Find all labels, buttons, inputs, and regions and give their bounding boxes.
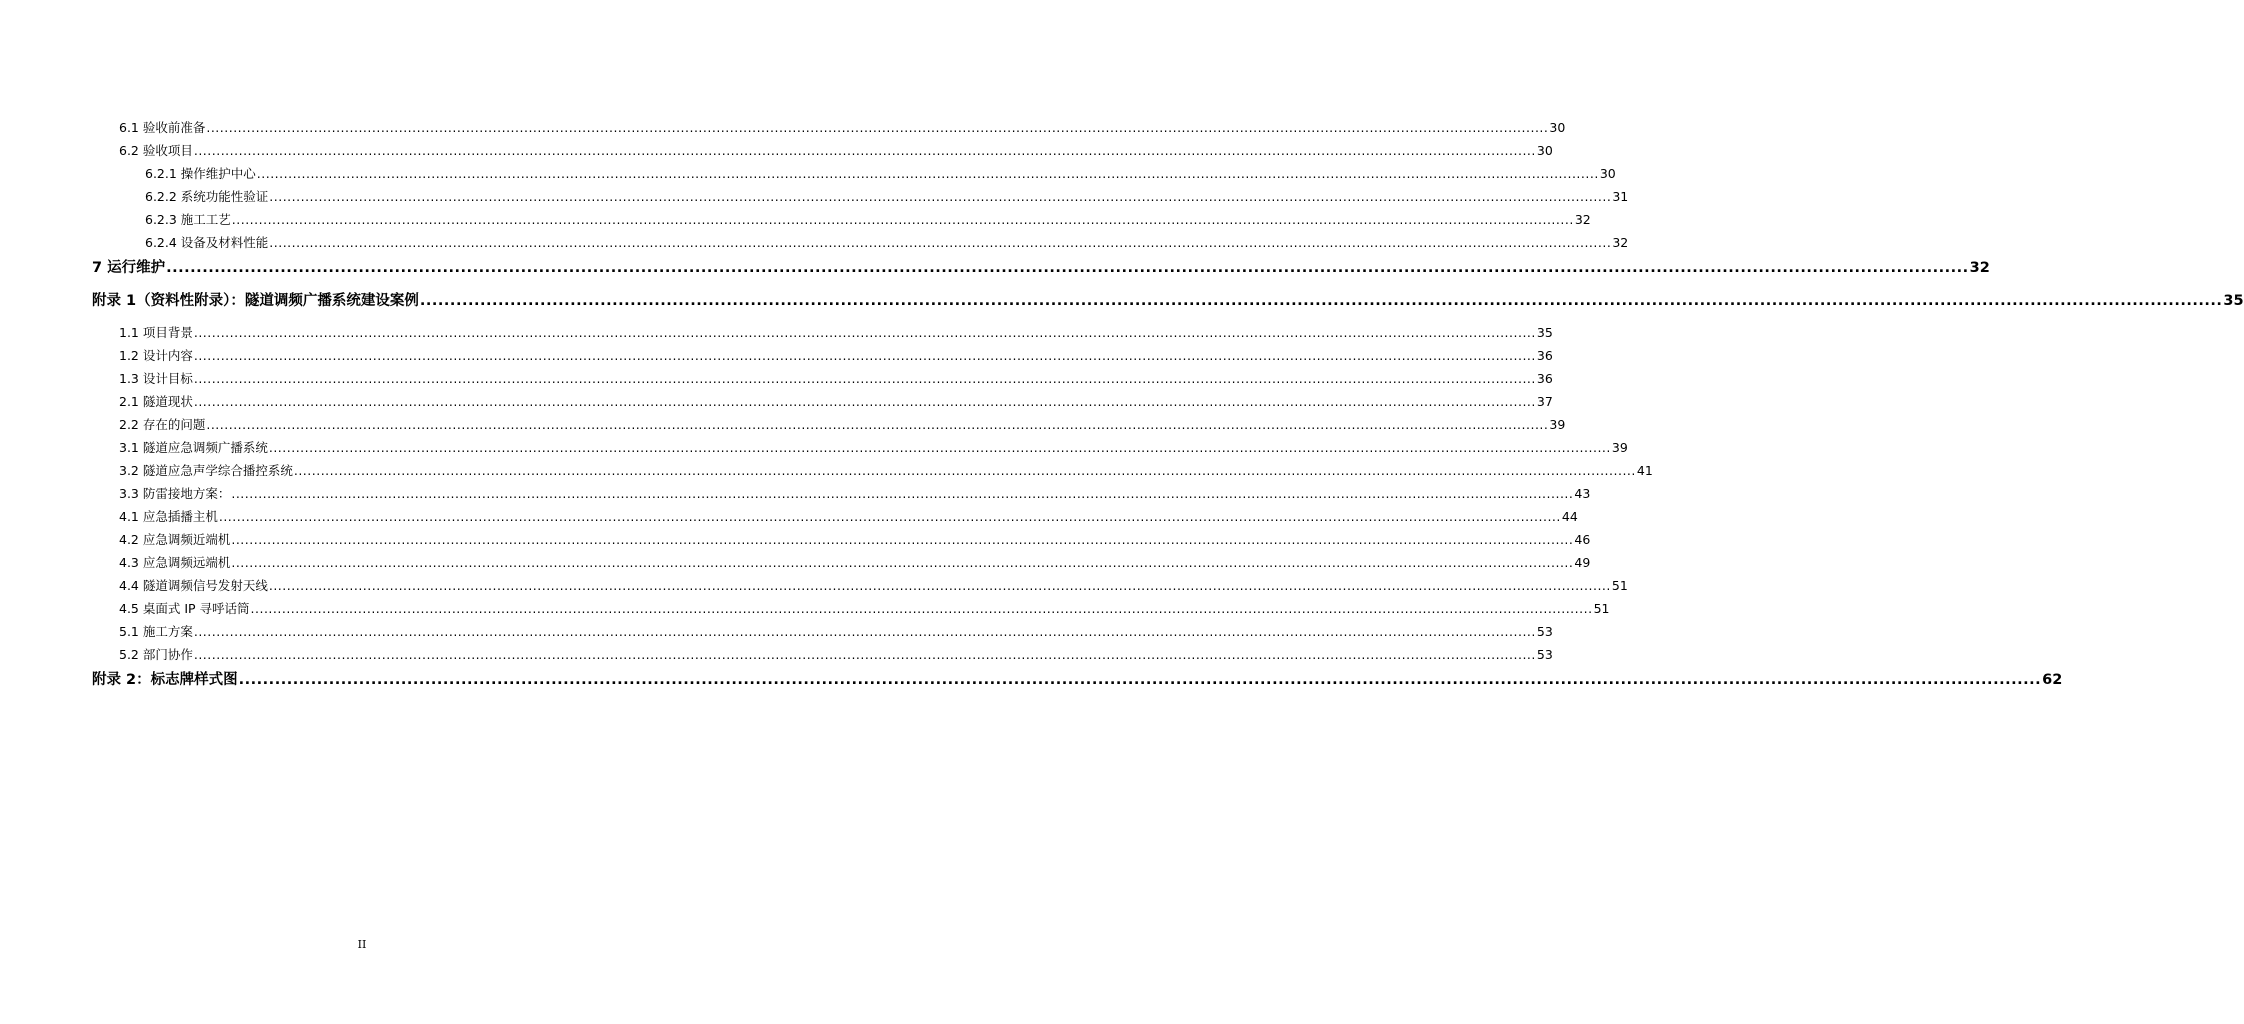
toc-entry-title: 1.2 设计内容 [119, 348, 193, 363]
toc-leader-dots: ............................................................................................................................................................................................................................................................................................................ [293, 463, 1636, 478]
toc-leader-dots: ............................................................................................................................................................................................................................................................................................................ [166, 260, 1969, 276]
toc-leader-dots: ............................................................................................................................................................................................................................................................................................................ [206, 417, 1549, 432]
toc-entry-page: 32 [1574, 212, 1591, 227]
toc-entry-title: 6.2.1 操作维护中心 [145, 166, 256, 181]
toc-entry-page: 30 [1599, 166, 1616, 181]
toc-entry-page: 36 [1536, 371, 1553, 386]
toc-entry-title: 4.5 桌面式 IP 寻呼话筒 [119, 601, 250, 616]
toc-entry-page: 32 [1612, 235, 1629, 250]
toc-leader-dots: ............................................................................................................................................................................................................................................................................................................ [238, 672, 2042, 688]
toc-entry-title: 4.3 应急调频远端机 [119, 555, 231, 570]
toc-entry-page: 53 [1536, 624, 1553, 639]
toc-entry-page: 35 [2223, 293, 2244, 309]
toc-entry[interactable] [119, 530, 1591, 548]
toc-entry-page: 36 [1536, 348, 1553, 363]
toc-entry[interactable] [145, 210, 1591, 228]
toc-entry-page: 53 [1536, 647, 1553, 662]
toc-entry-page: 39 [1611, 440, 1628, 455]
toc-entry[interactable] [119, 484, 1591, 502]
toc-entry-title: 3.2 隧道应急声学综合播控系统 [119, 463, 293, 478]
toc-leader-dots: ............................................................................................................................................................................................................................................................................................................ [231, 212, 1574, 227]
toc-entry[interactable] [119, 369, 1553, 387]
toc-entry-title: 4.1 应急插播主机 [119, 509, 218, 524]
toc-entry[interactable] [119, 576, 1628, 594]
toc-leader-dots: ............................................................................................................................................................................................................................................................................................................ [256, 166, 1599, 181]
toc-entry-page: 32 [1969, 260, 1990, 276]
toc-entry-page: 30 [1549, 120, 1566, 135]
toc-entry-page: 46 [1574, 532, 1591, 547]
toc-leader-dots: ............................................................................................................................................................................................................................................................................................................ [206, 120, 1549, 135]
toc-leader-dots: ............................................................................................................................................................................................................................................................................................................ [268, 440, 1611, 455]
toc-leader-dots: ............................................................................................................................................................................................................................................................................................................ [250, 601, 1593, 616]
toc-entry[interactable] [119, 392, 1553, 410]
toc-leader-dots: ............................................................................................................................................................................................................................................................................................................ [231, 555, 1574, 570]
toc-leader-dots: ............................................................................................................................................................................................................................................................................................................ [231, 532, 1574, 547]
toc-entry[interactable] [119, 461, 1653, 479]
toc-entry[interactable] [119, 415, 1566, 433]
toc-entry-title: 2.1 隧道现状 [119, 394, 193, 409]
toc-entry-title: 5.2 部门协作 [119, 647, 193, 662]
toc-leader-dots: ............................................................................................................................................................................................................................................................................................................ [231, 486, 1574, 501]
toc-entry-title: 附录 1（资料性附录）：隧道调频广播系统建设案例 [92, 293, 419, 309]
toc-leader-dots: ............................................................................................................................................................................................................................................................................................................ [193, 394, 1536, 409]
toc-leader-dots: ............................................................................................................................................................................................................................................................................................................ [269, 235, 1612, 250]
toc-entry-title: 6.2 验收项目 [119, 143, 193, 158]
toc-entry-page: 43 [1574, 486, 1591, 501]
toc-entry-title: 3.1 隧道应急调频广播系统 [119, 440, 268, 455]
toc-entry[interactable] [92, 289, 2244, 310]
toc-leader-dots: ............................................................................................................................................................................................................................................................................................................ [193, 647, 1536, 662]
toc-entry[interactable] [119, 622, 1553, 640]
toc-entry-title: 4.4 隧道调频信号发射天线 [119, 578, 268, 593]
toc-leader-dots: ............................................................................................................................................................................................................................................................................................................ [193, 348, 1536, 363]
toc-entry-page: 51 [1593, 601, 1610, 616]
toc-entry-title: 6.1 验收前准备 [119, 120, 206, 135]
toc-entry-title: 6.2.2 系统功能性验证 [145, 189, 269, 204]
toc-entry[interactable] [92, 256, 1990, 277]
toc-entry[interactable] [119, 599, 1610, 617]
toc-entry-page: 30 [1536, 143, 1553, 158]
toc-entry[interactable] [119, 141, 1553, 159]
toc-leader-dots: ............................................................................................................................................................................................................................................................................................................ [269, 189, 1612, 204]
toc-entry[interactable] [119, 438, 1628, 456]
toc-entry[interactable] [92, 668, 2063, 689]
toc-entry[interactable] [119, 507, 1578, 525]
toc-entry[interactable] [119, 118, 1566, 136]
toc-entry-page: 31 [1612, 189, 1629, 204]
toc-entry-title: 6.2.3 施工工艺 [145, 212, 231, 227]
toc-leader-dots: ............................................................................................................................................................................................................................................................................................................ [193, 371, 1536, 386]
page-number: II [357, 938, 367, 951]
toc-entry-page: 35 [1536, 325, 1553, 340]
toc-entry[interactable] [145, 187, 1629, 205]
toc-entry-title: 7 运行维护 [92, 260, 166, 276]
toc-leader-dots: ............................................................................................................................................................................................................................................................................................................ [193, 143, 1536, 158]
toc-entry[interactable] [119, 645, 1553, 663]
toc-entry[interactable] [145, 164, 1616, 182]
toc-leader-dots: ............................................................................................................................................................................................................................................................................................................ [193, 325, 1536, 340]
toc-entry-page: 37 [1536, 394, 1553, 409]
toc-entry[interactable] [119, 346, 1553, 364]
toc-entry-title: 1.3 设计目标 [119, 371, 193, 386]
toc-entry[interactable] [119, 323, 1553, 341]
toc-entry[interactable] [145, 233, 1629, 251]
toc-entry-page: 62 [2042, 672, 2063, 688]
toc-entry-page: 51 [1611, 578, 1628, 593]
toc-entry-title: 3.3 防雷接地方案： [119, 486, 231, 501]
toc-entry-page: 44 [1561, 509, 1578, 524]
toc-entry-title: 2.2 存在的问题 [119, 417, 206, 432]
toc-leader-dots: ............................................................................................................................................................................................................................................................................................................ [268, 578, 1611, 593]
toc-leader-dots: ............................................................................................................................................................................................................................................................................................................ [218, 509, 1561, 524]
toc-entry-page: 41 [1636, 463, 1653, 478]
toc-entry-title: 4.2 应急调频近端机 [119, 532, 231, 547]
toc-entry-title: 附录 2：标志牌样式图 [92, 672, 238, 688]
toc-entry-title: 5.1 施工方案 [119, 624, 193, 639]
toc-entry-page: 39 [1549, 417, 1566, 432]
toc-leader-dots: ............................................................................................................................................................................................................................................................................................................ [193, 624, 1536, 639]
toc-entry-title: 1.1 项目背景 [119, 325, 193, 340]
toc-leader-dots: ............................................................................................................................................................................................................................................................................................................ [419, 293, 2223, 309]
toc-entry-title: 6.2.4 设备及材料性能 [145, 235, 269, 250]
toc-entry[interactable] [119, 553, 1591, 571]
toc-entry-page: 49 [1574, 555, 1591, 570]
